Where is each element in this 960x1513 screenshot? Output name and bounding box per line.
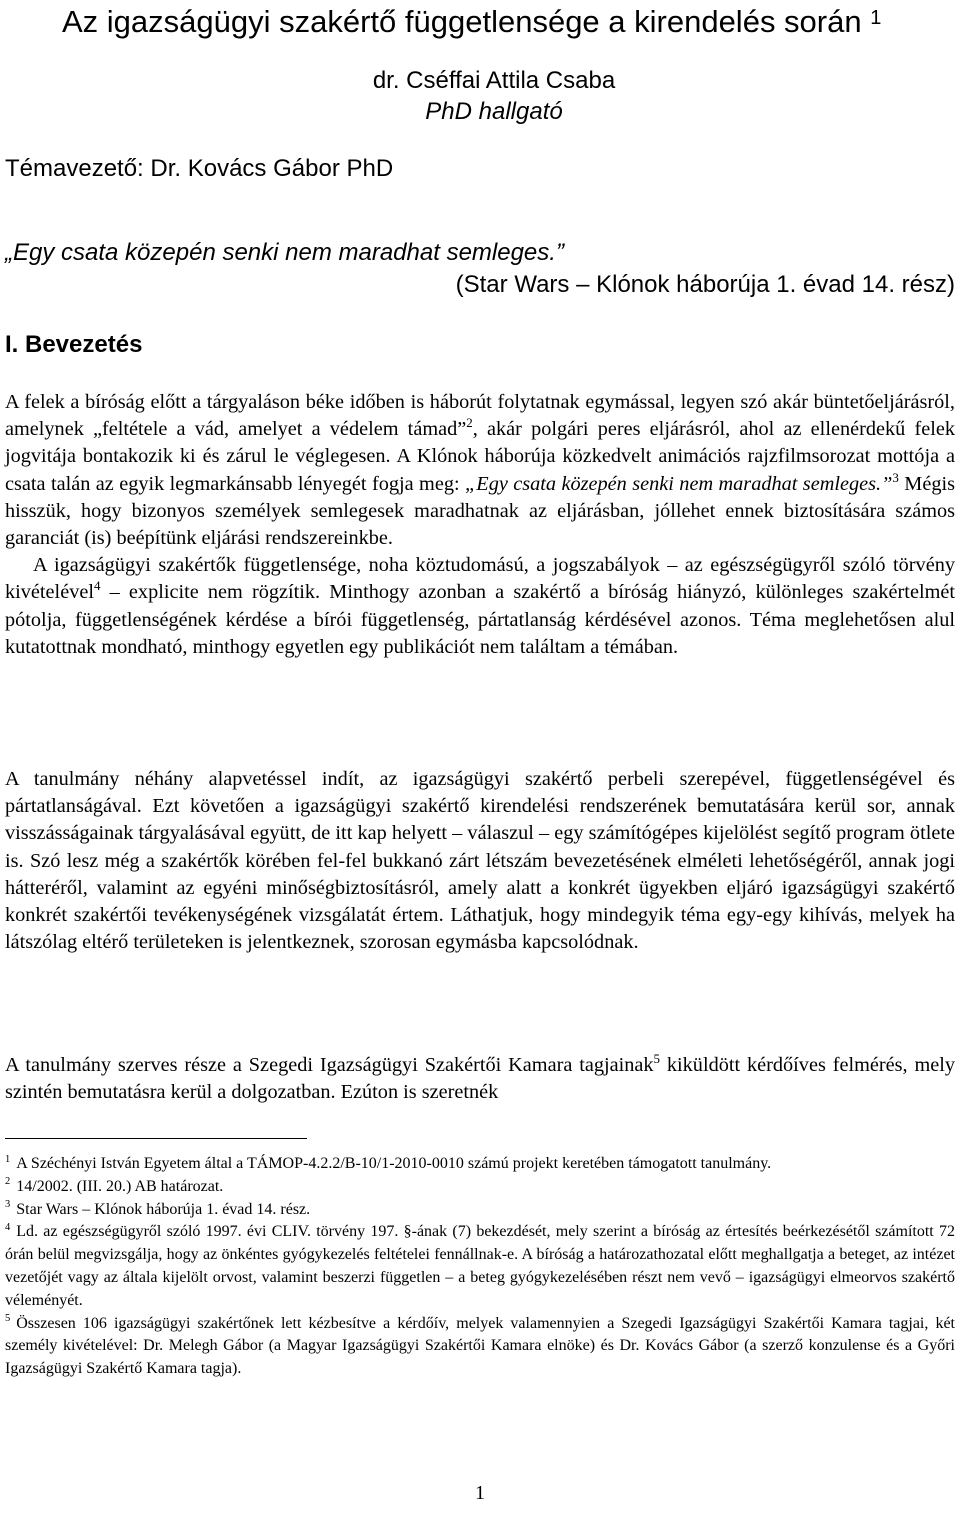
footnote-ref: 2 — [466, 415, 473, 431]
author-role: PhD hallgató — [425, 98, 563, 125]
footnote-ref: 4 — [93, 578, 101, 594]
motto-quote: „Egy csata közepén senki nem maradhat semleges.” — [5, 239, 564, 266]
page-number: 1 — [475, 1482, 485, 1504]
footnote-ref: 5 — [653, 1051, 661, 1067]
quote-text: „Egy csata közepén senki nem maradhat semleges.” — [465, 472, 893, 495]
footnote — [5, 1313, 955, 1381]
paragraph: A tanulmány néhány alapvetéssel indít, az igazságügyi szakértő perbeli szerepével, függetlenségével és pártatlanságával. Ezt követően a igazságügyi szakértő kirendelési rendszerének bemutatására kerül sor, annak visszásságainak tárgyalásával együtt, de itt kap helyett – válaszul – egy számítógépes kijelölést segítő program ötlete is. Szó lesz még a szakértők körében fel-fel bukkanó zárt létszám bevezetésének elméleti lehetőségéről, annak jogi hátteréről, valamint az egyéni minőségbiztosításról, amely alatt a konkrét ügyekben eljáró igazságügyi szakértő konkrét szakértői tevékenységének vizsgálatát értem. Láthatjuk, hogy mindegyik téma egy-egy kihívás, melyek ha látszólag eltérő területeken is jelentkeznek, szorosan egymásba kapcsolódnak. — [5, 768, 955, 954]
section-heading: I. Bevezetés — [5, 331, 143, 358]
paragraph-text: A felek a bíróság előtt a tárgyaláson béke időben is háborút folytatnak egymással, legyen szó akár büntetőeljárásról, amelynek „feltétele a vád, amelyet a védelem támad” — [5, 391, 955, 441]
footnote — [5, 1176, 955, 1199]
document-title — [62, 2, 881, 42]
paragraph-text: , akár polgári peres eljárásról, ahol az ellenérdekű felek jogvitája bontakozik ki és zárul le véglegesen. A Klónok háborúja közkedvelt animációs rajzfilmsorozat mottója a csata talán az egyik legmarkánsabb lényegét fogja meg: — [5, 418, 955, 495]
footnotes — [5, 1153, 955, 1381]
title-footnote-ref: 1 — [870, 7, 882, 29]
paragraph — [5, 552, 955, 661]
footnote-text: 14/2002. (III. 20.) AB határozat. — [16, 1177, 224, 1195]
footnote-number: 5 — [5, 1313, 11, 1325]
footnote — [5, 1153, 955, 1176]
paragraph-text: A tanulmány szerves része a Szegedi Igazságügyi Szakértői Kamara tagjainak — [5, 1054, 654, 1076]
footnote — [5, 1199, 955, 1222]
footnote-text: A Széchényi István Egyetem által a TÁMOP-4.2.2/B-10/1-2010-0010 számú projekt keretében támogatott tanulmány. — [16, 1155, 772, 1172]
paragraph-text: A igazságügyi szakértők függetlensége, noha köztudomású, a jogszabályok – az egészségügyről szóló törvény kivételével — [5, 554, 955, 604]
footnote-ref: 3 — [892, 469, 899, 485]
paragraph — [5, 389, 955, 552]
footnote-number: 4 — [5, 1222, 11, 1234]
footnote-number: 2 — [5, 1176, 11, 1188]
footnote-separator — [5, 1138, 307, 1139]
title-text: Az igazságügyi szakértő függetlensége a kirendelés során — [62, 4, 862, 39]
paragraph-text: Mégis hisszük, hogy bizonyos személyek semlegesek maradhatnak az eljárásban, jóllehet ennek biztosítására számos garanciát (is) beépítünk eljárási rendszereinkbe. — [5, 472, 955, 550]
footnote-text: Star Wars – Klónok háborúja 1. évad 14. rész. — [16, 1200, 311, 1218]
paragraph-text: – explicite nem rögzítik. Minthogy azonban a szakértő a bíróság hiányzó, különleges szakértelmét pótolja, függetlenségének kérdése a bírói függetlenség, pártatlanság kérdésével azonos. Téma meglehetősen alul kutatottnak mondható, minthogy egyetlen egy publikációt nem találtam a témában. — [5, 581, 955, 658]
footnote-number: 3 — [5, 1199, 11, 1211]
footnote-number: 1 — [5, 1153, 11, 1165]
overview-section — [5, 766, 955, 956]
footnote-text: Ld. az egészségügyről szóló 1997. évi CLIV. törvény 197. §-ának (7) bekezdését, mely szerint a bíróság az értesítés beérkezésétől számított 72 órán belül megvizsgálja, hogy az önkéntes gyógykezelés feltételei fennállnak-e. A bíróság a határozathozatal előtt meghallgatja a beteget, az intézet vezetőjét vagy az általa kijelölt orvost, valamint beszerzi független – a beteg gyógykezelésében részt nem vevő – igazságügyi elmeorvos szakértő véleményét. — [5, 1223, 955, 1309]
footnote — [5, 1221, 955, 1312]
footnote-text: Összesen 106 igazságügyi szakértőnek lett kézbesítve a kérdőív, melyek valamennyien a Szegedi Igazságügyi Szakértői Kamara tagjai, két személy kivételével: Dr. Melegh Gábor (a Magyar Igazságügyi Szakértői Kamara elnöke) és Dr. Kovács Gábor (a szerző konzulense és a Győri Igazságügyi Szakértő Kamara tagja). — [5, 1314, 955, 1378]
motto-source: (Star Wars – Klónok háborúja 1. évad 14. rész) — [455, 271, 955, 298]
paragraph — [5, 1052, 955, 1106]
intro-section — [5, 389, 955, 661]
author-name: dr. Cséffai Attila Csaba — [372, 67, 616, 94]
survey-section — [5, 1052, 955, 1106]
paragraph-text: kiküldött kérdőíves felmérés, mely szintén bemutatásra kerül a dolgozatban. Ezúton is szeretnék — [5, 1054, 956, 1104]
supervisor-line: Témavezető: Dr. Kovács Gábor PhD — [5, 155, 394, 182]
